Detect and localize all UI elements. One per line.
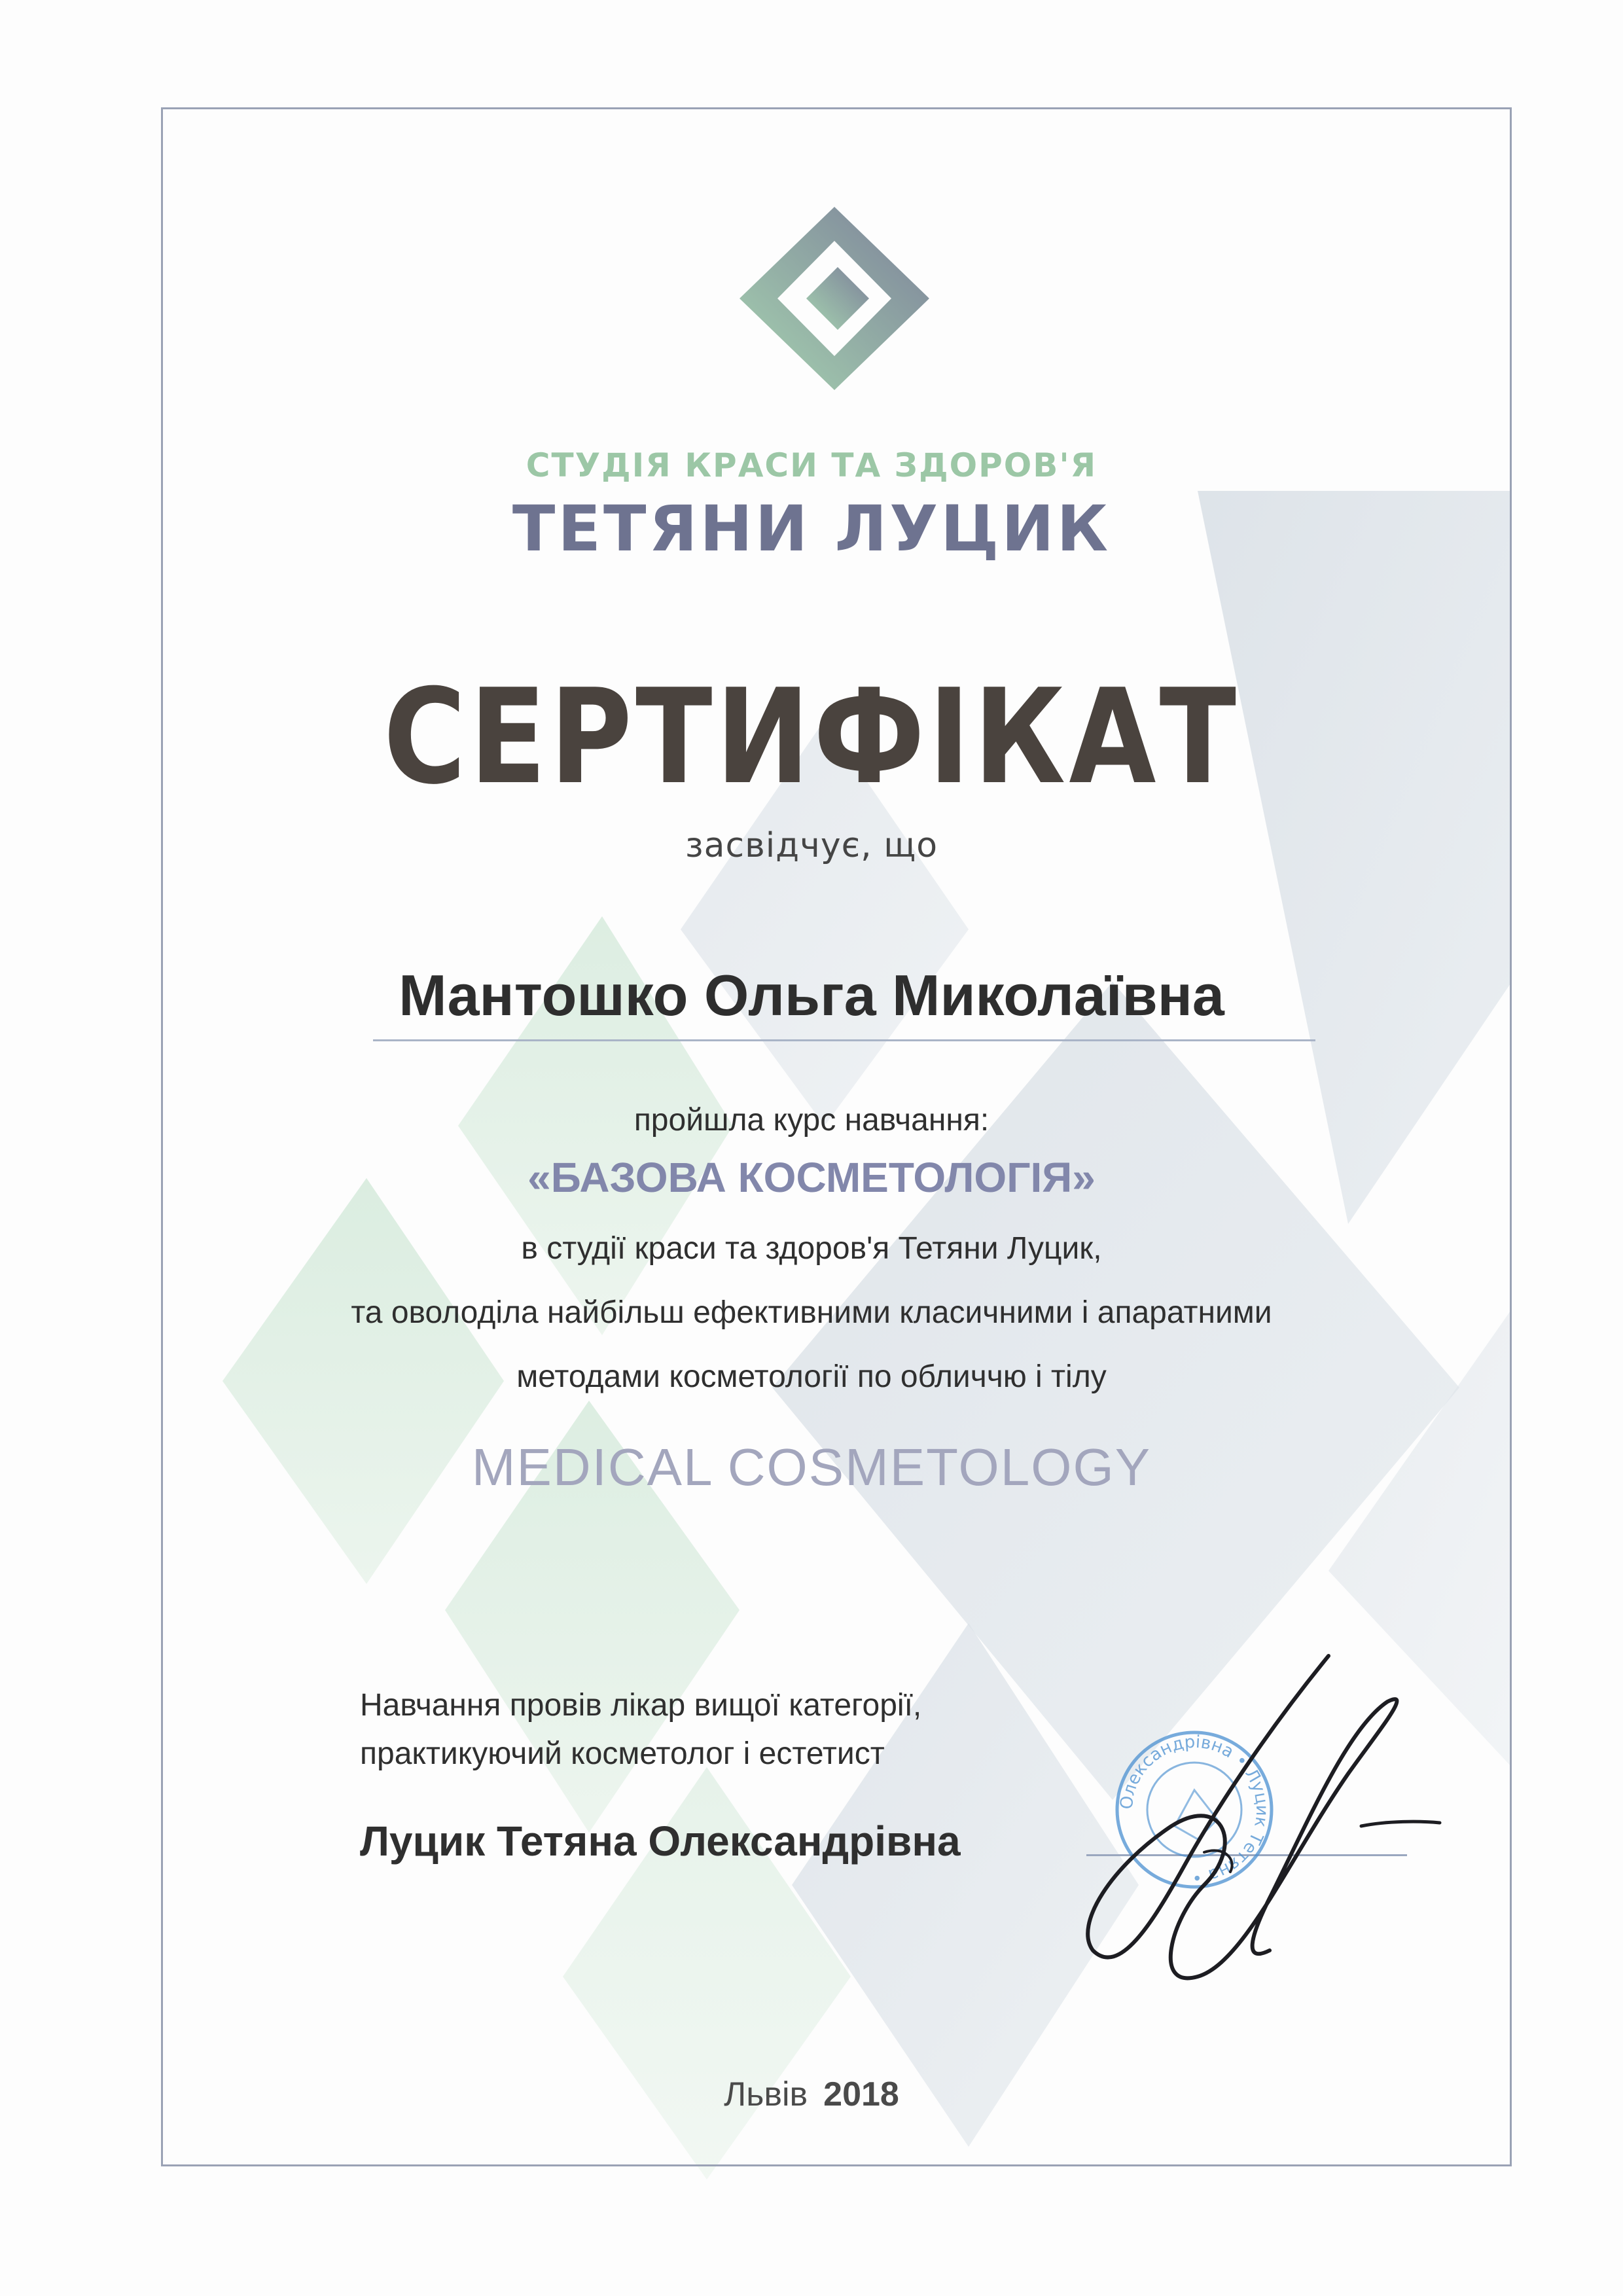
- trainer-name: Луцик Тетяна Олександрівна: [360, 1818, 961, 1865]
- recipient-name: Мантошко Ольга Миколаївна: [399, 963, 1224, 1028]
- svg-text:Олександрівна • Луцик Тетяна •: Олександрівна • Луцик Тетяна •: [1116, 1732, 1272, 1888]
- certificate-title: СЕРТИФІКАТ: [383, 661, 1240, 814]
- description-line: в студії краси та здоров'я Тетяни Луцик,: [521, 1231, 1102, 1266]
- studio-logo-icon: [740, 207, 929, 390]
- recipient-underline: [373, 1039, 1315, 1041]
- description-line: методами косметології по обличчю і тілу: [516, 1359, 1107, 1394]
- place-and-year: [0, 2075, 1623, 2114]
- trainer-credential-line: Навчання провів лікар вищої категорії,: [360, 1688, 922, 1723]
- studio-name-line1: СТУДІЯ КРАСИ ТА ЗДОРОВ'Я: [526, 446, 1097, 484]
- course-title: «БАЗОВА КОСМЕТОЛОГІЯ»: [527, 1154, 1096, 1201]
- certifies-text: засвідчує, що: [685, 826, 938, 865]
- description-line: та оволоділа найбільш ефективними класичними і апаратними: [351, 1295, 1272, 1330]
- studio-name-line2: ТЕТЯНИ ЛУЦИК: [512, 492, 1111, 565]
- handwritten-signature: [1073, 1649, 1453, 1990]
- trainer-credential-line: практикуючий косметолог і естетист: [360, 1736, 885, 1771]
- year: 2018: [823, 2075, 899, 2113]
- specialty-label: MEDICAL COSMETOLOGY: [471, 1438, 1152, 1496]
- completed-course-text: пройшла курс навчання:: [633, 1103, 990, 1138]
- city: Львів: [724, 2075, 808, 2113]
